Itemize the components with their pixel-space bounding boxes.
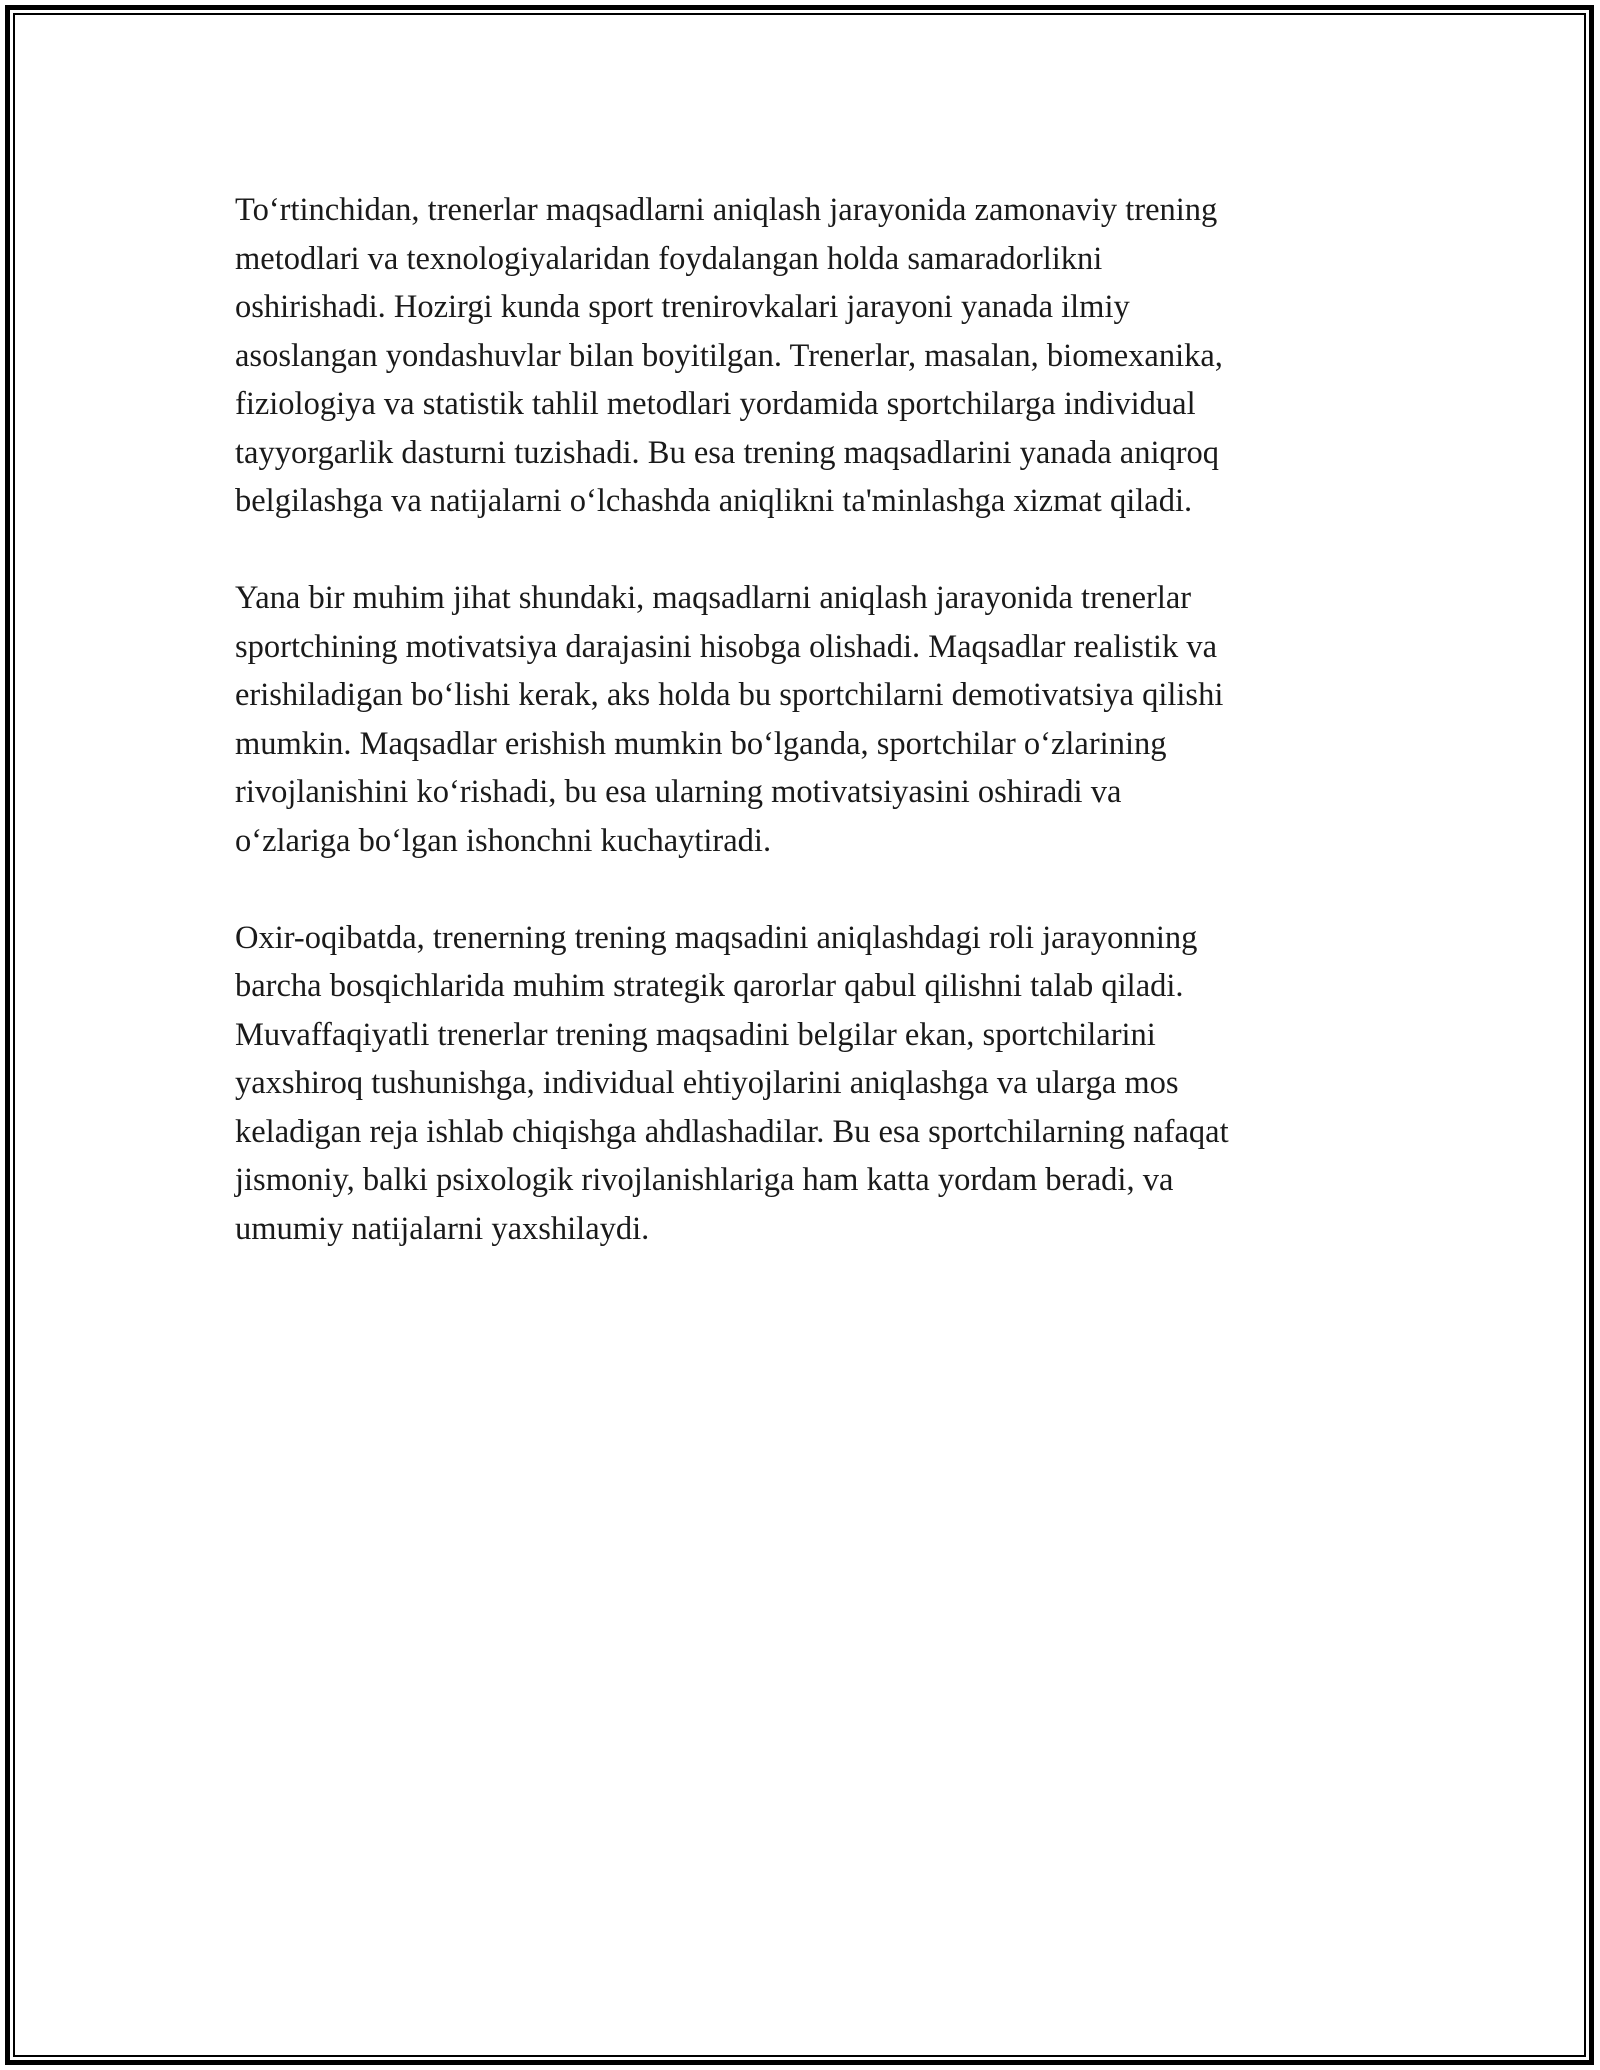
text-line: Oxir-oqibatda, trenerning trening maqsadini aniqlashdagi roli jarayonning: [235, 919, 1198, 956]
text-line: Muvaffaqiyatli trenerlar trening maqsadini belgilar ekan, sportchilarini: [235, 1016, 1156, 1053]
text-line: erishiladigan bo‘lishi kerak, aks holda bu sportchilarni demotivatsiya qilishi: [235, 677, 1224, 713]
text-line: barcha bosqichlarida muhim strategik qarorlar qabul qilishni talab qiladi.: [235, 968, 1184, 1004]
text-line: keladigan reja ishlab chiqishga ahdlashadilar. Bu esa sportchilarning nafaqat: [235, 1113, 1229, 1150]
text-line: oshirishadi. Hozirgi kunda sport trenirovkalari jarayoni yanada ilmiy: [235, 289, 1130, 325]
document-body: [235, 186, 1385, 1302]
paragraph-3: [235, 914, 1385, 1254]
text-line: mumkin. Maqsadlar erishish mumkin bo‘lganda, sportchilar o‘zlarining: [235, 725, 1167, 762]
text-line: jismoniy, balki psixologik rivojlanishlariga ham katta yordam beradi, va: [235, 1162, 1174, 1198]
paragraph-1: [235, 186, 1385, 526]
text-line: asoslangan yondashuvlar bilan boyitilgan. Trenerlar, masalan, biomexanika,: [235, 337, 1223, 374]
text-line: belgilashga va natijalarni o‘lchashda aniqlikni ta'minlashga xizmat qiladi.: [235, 483, 1193, 519]
text-line: rivojlanishini ko‘rishadi, bu esa ularning motivatsiyasini oshiradi va: [235, 774, 1122, 810]
text-line: tayyorgarlik dasturni tuzishadi. Bu esa trening maqsadlarini yanada aniqroq: [235, 434, 1220, 471]
text-line: sportchining motivatsiya darajasini hisobga olishadi. Maqsadlar realistik va: [235, 628, 1218, 665]
text-line: metodlari va texnologiyalaridan foydalangan holda samaradorlikni: [235, 240, 1103, 277]
text-line: fiziologiya va statistik tahlil metodlari yordamida sportchilarga individual: [235, 386, 1196, 422]
text-line: Yana bir muhim jihat shundaki, maqsadlarni aniqlash jarayonida trenerlar: [235, 580, 1192, 616]
paragraph-2: [235, 574, 1385, 865]
text-line: To‘rtinchidan, trenerlar maqsadlarni aniqlash jarayonida zamonaviy trening: [235, 192, 1218, 228]
text-line: umumiy natijalarni yaxshilaydi.: [235, 1210, 650, 1247]
text-line: yaxshiroq tushunishga, individual ehtiyojlarini aniqlashga va ularga mos: [235, 1065, 1179, 1101]
text-line: o‘zlariga bo‘lgan ishonchni kuchaytiradi.: [235, 822, 772, 859]
